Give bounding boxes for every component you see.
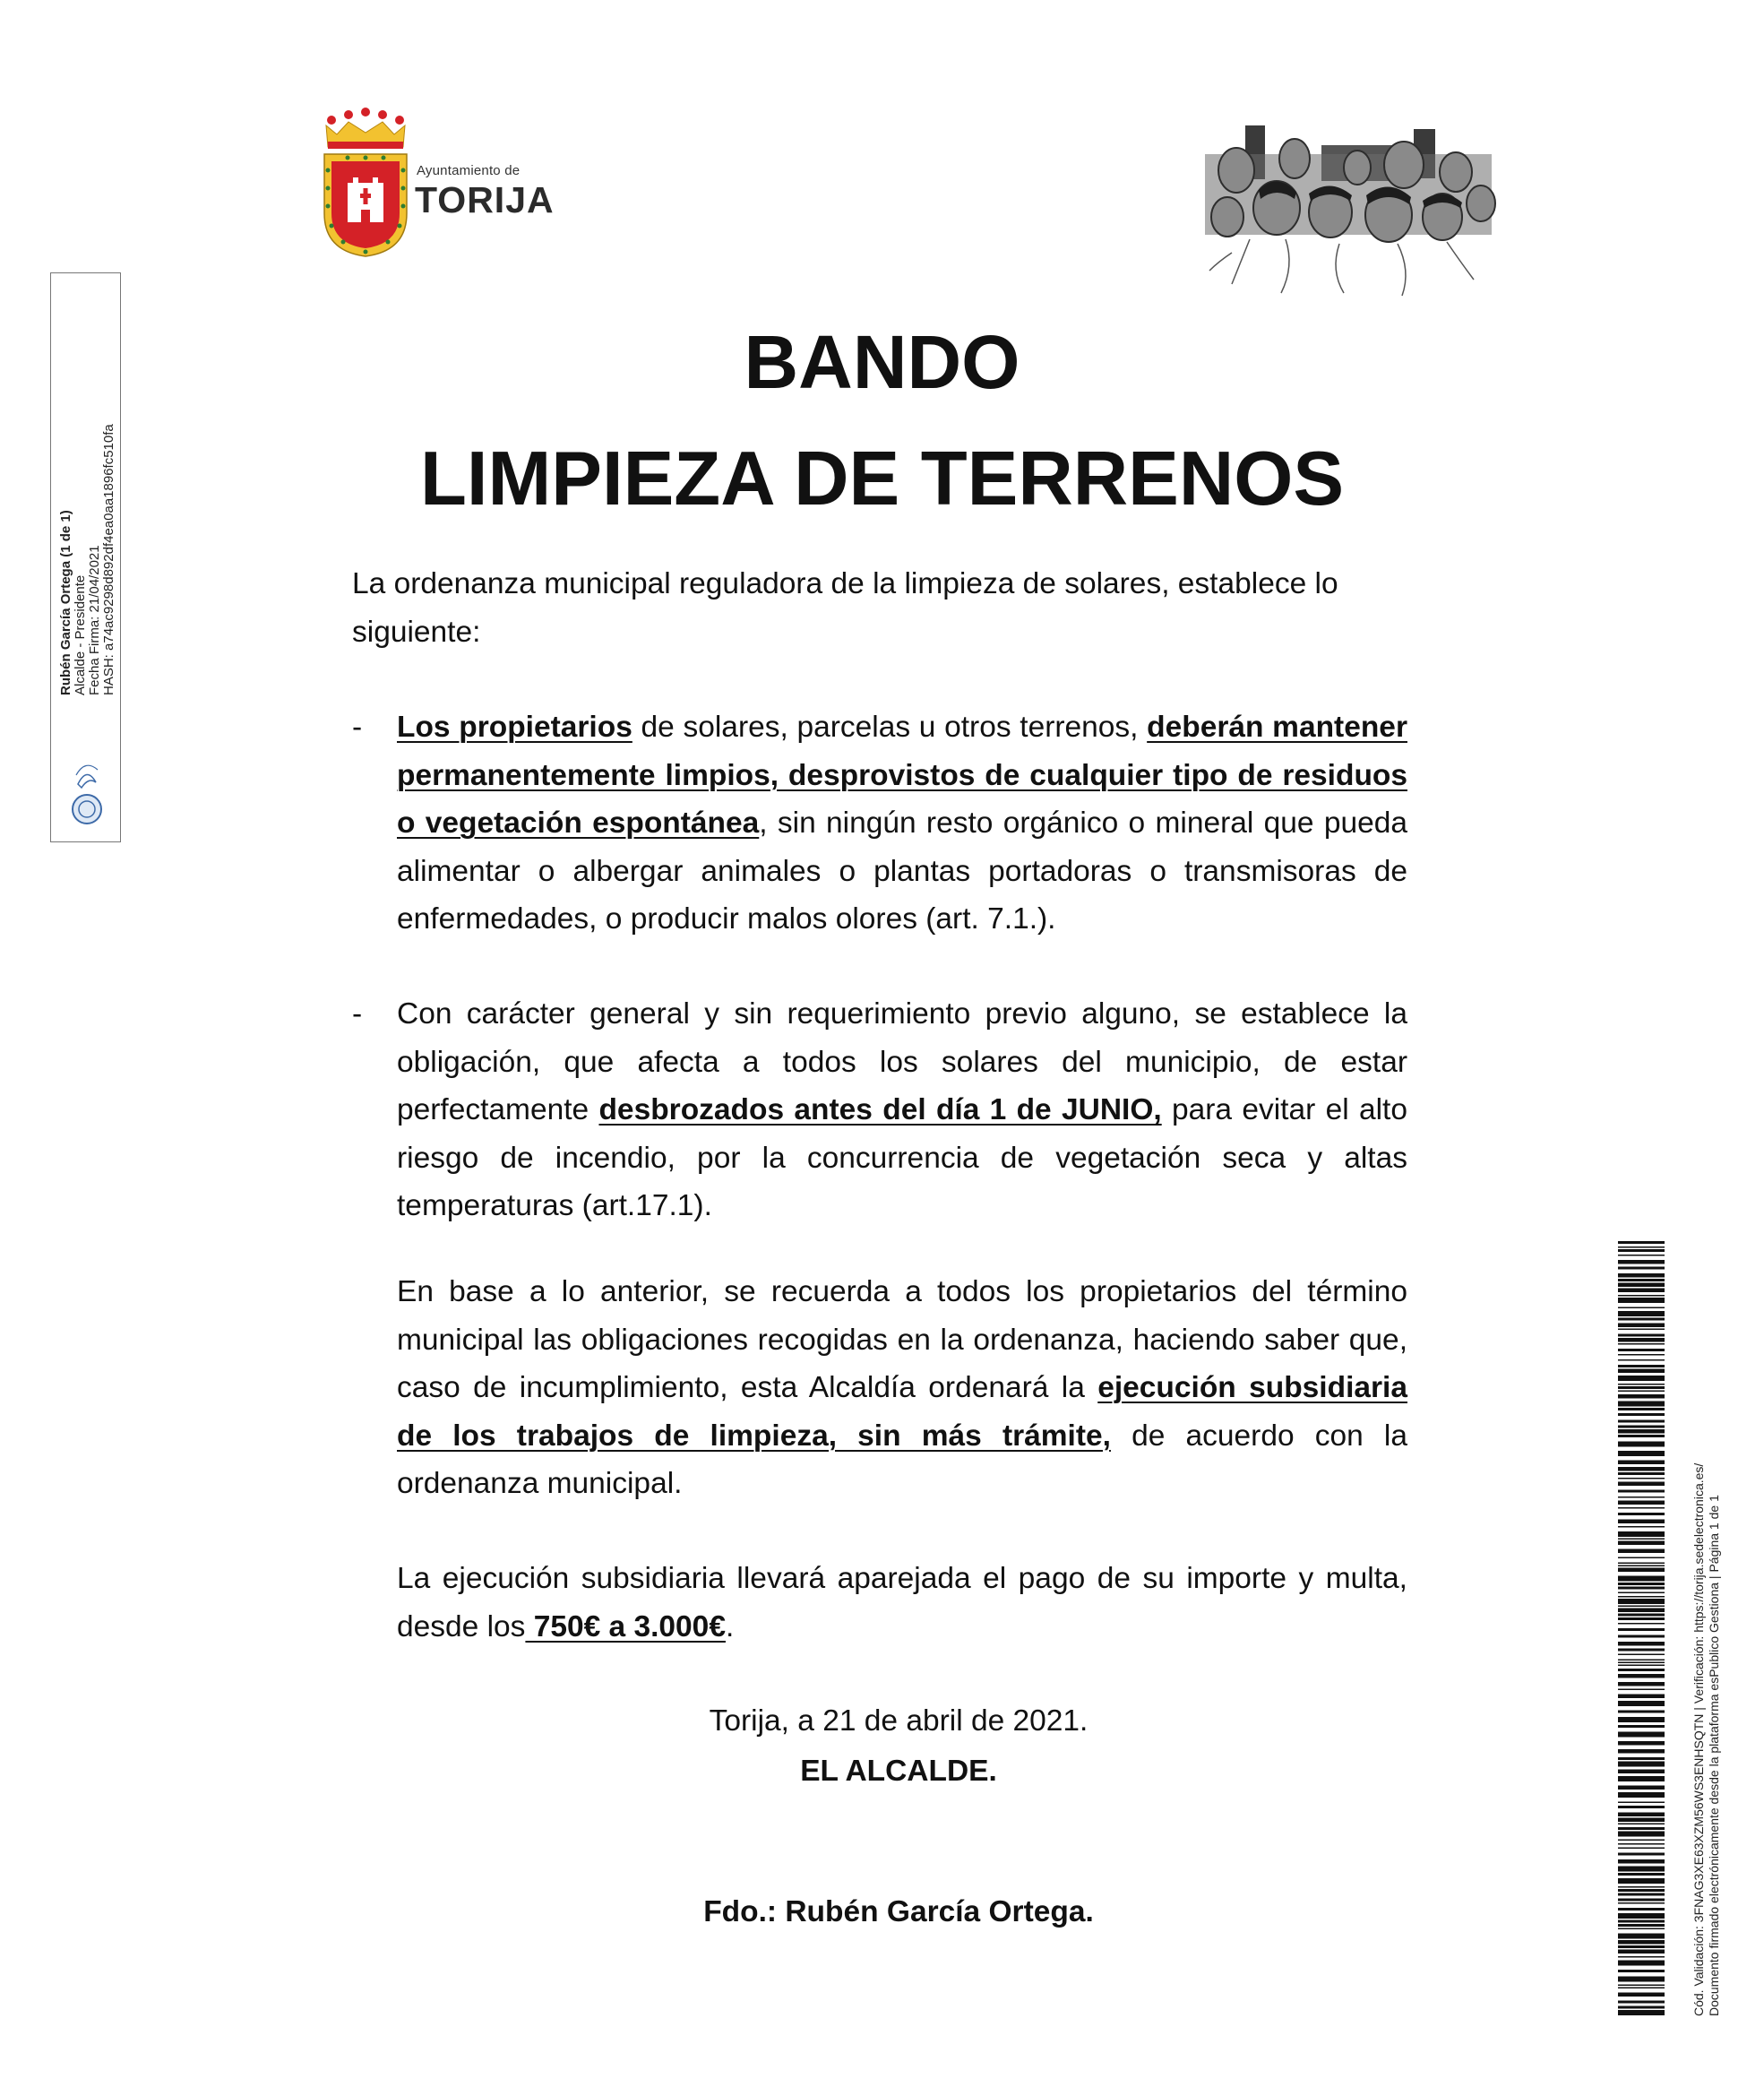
signature-hash: HASH: a74ac9298d892df4ea0aa1896fc510fa [101, 424, 116, 695]
body-text: , sin ningún resto orgánico o mineral que pueda alimentar o albergar animales o plantas portadoras o transmisoras de enfermedades, o producir malos olores (art. 7.1.). [397, 806, 1408, 936]
body-text: Con carácter general y sin requerimiento previo alguno, se establece la obligación, que afecta a todos los solares del municipio, de estar perfectamente [397, 997, 1407, 1126]
body-text: para evitar el alto riesgo de incendio, por la concurrencia de vegetación seca y altas temperaturas (art.17.1). [397, 1093, 1407, 1222]
emphasis-text: deberán mantener permanentemente limpios, desprovistos de cualquier tipo de residuos o vegetación espontánea [397, 711, 1407, 840]
item-propietarios [397, 703, 1407, 944]
signed-by: Fdo.: Rubén García Ortega. [703, 1895, 1094, 1928]
seal-icon [69, 757, 105, 829]
emphasis-text: Los propietarios [397, 711, 632, 744]
signer-name: Rubén García Ortega (1 de 1) [58, 510, 73, 695]
signer-role: Alcalde - Presidente [73, 574, 88, 695]
torija-logo [321, 108, 563, 260]
signature-stamp [50, 272, 121, 842]
emphasis-text: 750€ a 3.000€ [525, 1609, 726, 1643]
emphasis-text: ejecución subsidiaria de los trabajos de limpieza, sin más trámite, [397, 1371, 1407, 1453]
bullet-dash: - [352, 997, 363, 1031]
body-text: . [725, 1609, 735, 1643]
place-date: Torija, a 21 de abril de 2021. [709, 1704, 1089, 1738]
faces-collage-image [1196, 118, 1505, 298]
title-bando: BANDO [744, 320, 1020, 404]
item-desbroce [397, 990, 1407, 1230]
body-text: de solares, parcelas u otros terrenos, [632, 711, 1148, 744]
logo-name: TORIJA [415, 179, 555, 220]
validation-platform: Documento firmado electrónicamente desde la plataforma esPublico Gestiona | Página 1 de 1 [1707, 1495, 1721, 2016]
body-text: La ejecución subsidiaria llevará aparejada el pago de su importe y multa, desde los [397, 1562, 1407, 1643]
bullet-dash: - [352, 711, 363, 744]
emphasis-text: desbrozados antes del día 1 de JUNIO, [598, 1093, 1162, 1126]
logo-subtitle: Ayuntamiento de [417, 163, 521, 178]
paragraph-ejecucion [397, 1268, 1407, 1508]
barcode-icon [1618, 1241, 1665, 2016]
crest-icon [321, 108, 410, 260]
paragraph-multa [397, 1555, 1407, 1651]
signature-date: Fecha Firma: 21/04/2021 [87, 545, 102, 695]
validation-code: Cód. Validación: 3FNAG3XE63XZM56WS3ENHSQTN | Verificación: https://torija.sedelectronica.es/ [1691, 1462, 1706, 2016]
intro-paragraph: La ordenanza municipal reguladora de la limpieza de solares, establece lo siguiente: [352, 567, 1338, 649]
body-text: En base a lo anterior, se recuerda a todos los propietarios del término municipal las obligaciones recogidas en la ordenanza, haciendo saber que, caso de incumplimiento, esta Alcaldía ordenará la [397, 1275, 1407, 1404]
signer-title: EL ALCALDE. [800, 1755, 997, 1788]
title-limpieza-de-terrenos: LIMPIEZA DE TERRENOS [419, 436, 1345, 522]
body-text: de acuerdo con la ordenanza municipal. [397, 1419, 1407, 1500]
